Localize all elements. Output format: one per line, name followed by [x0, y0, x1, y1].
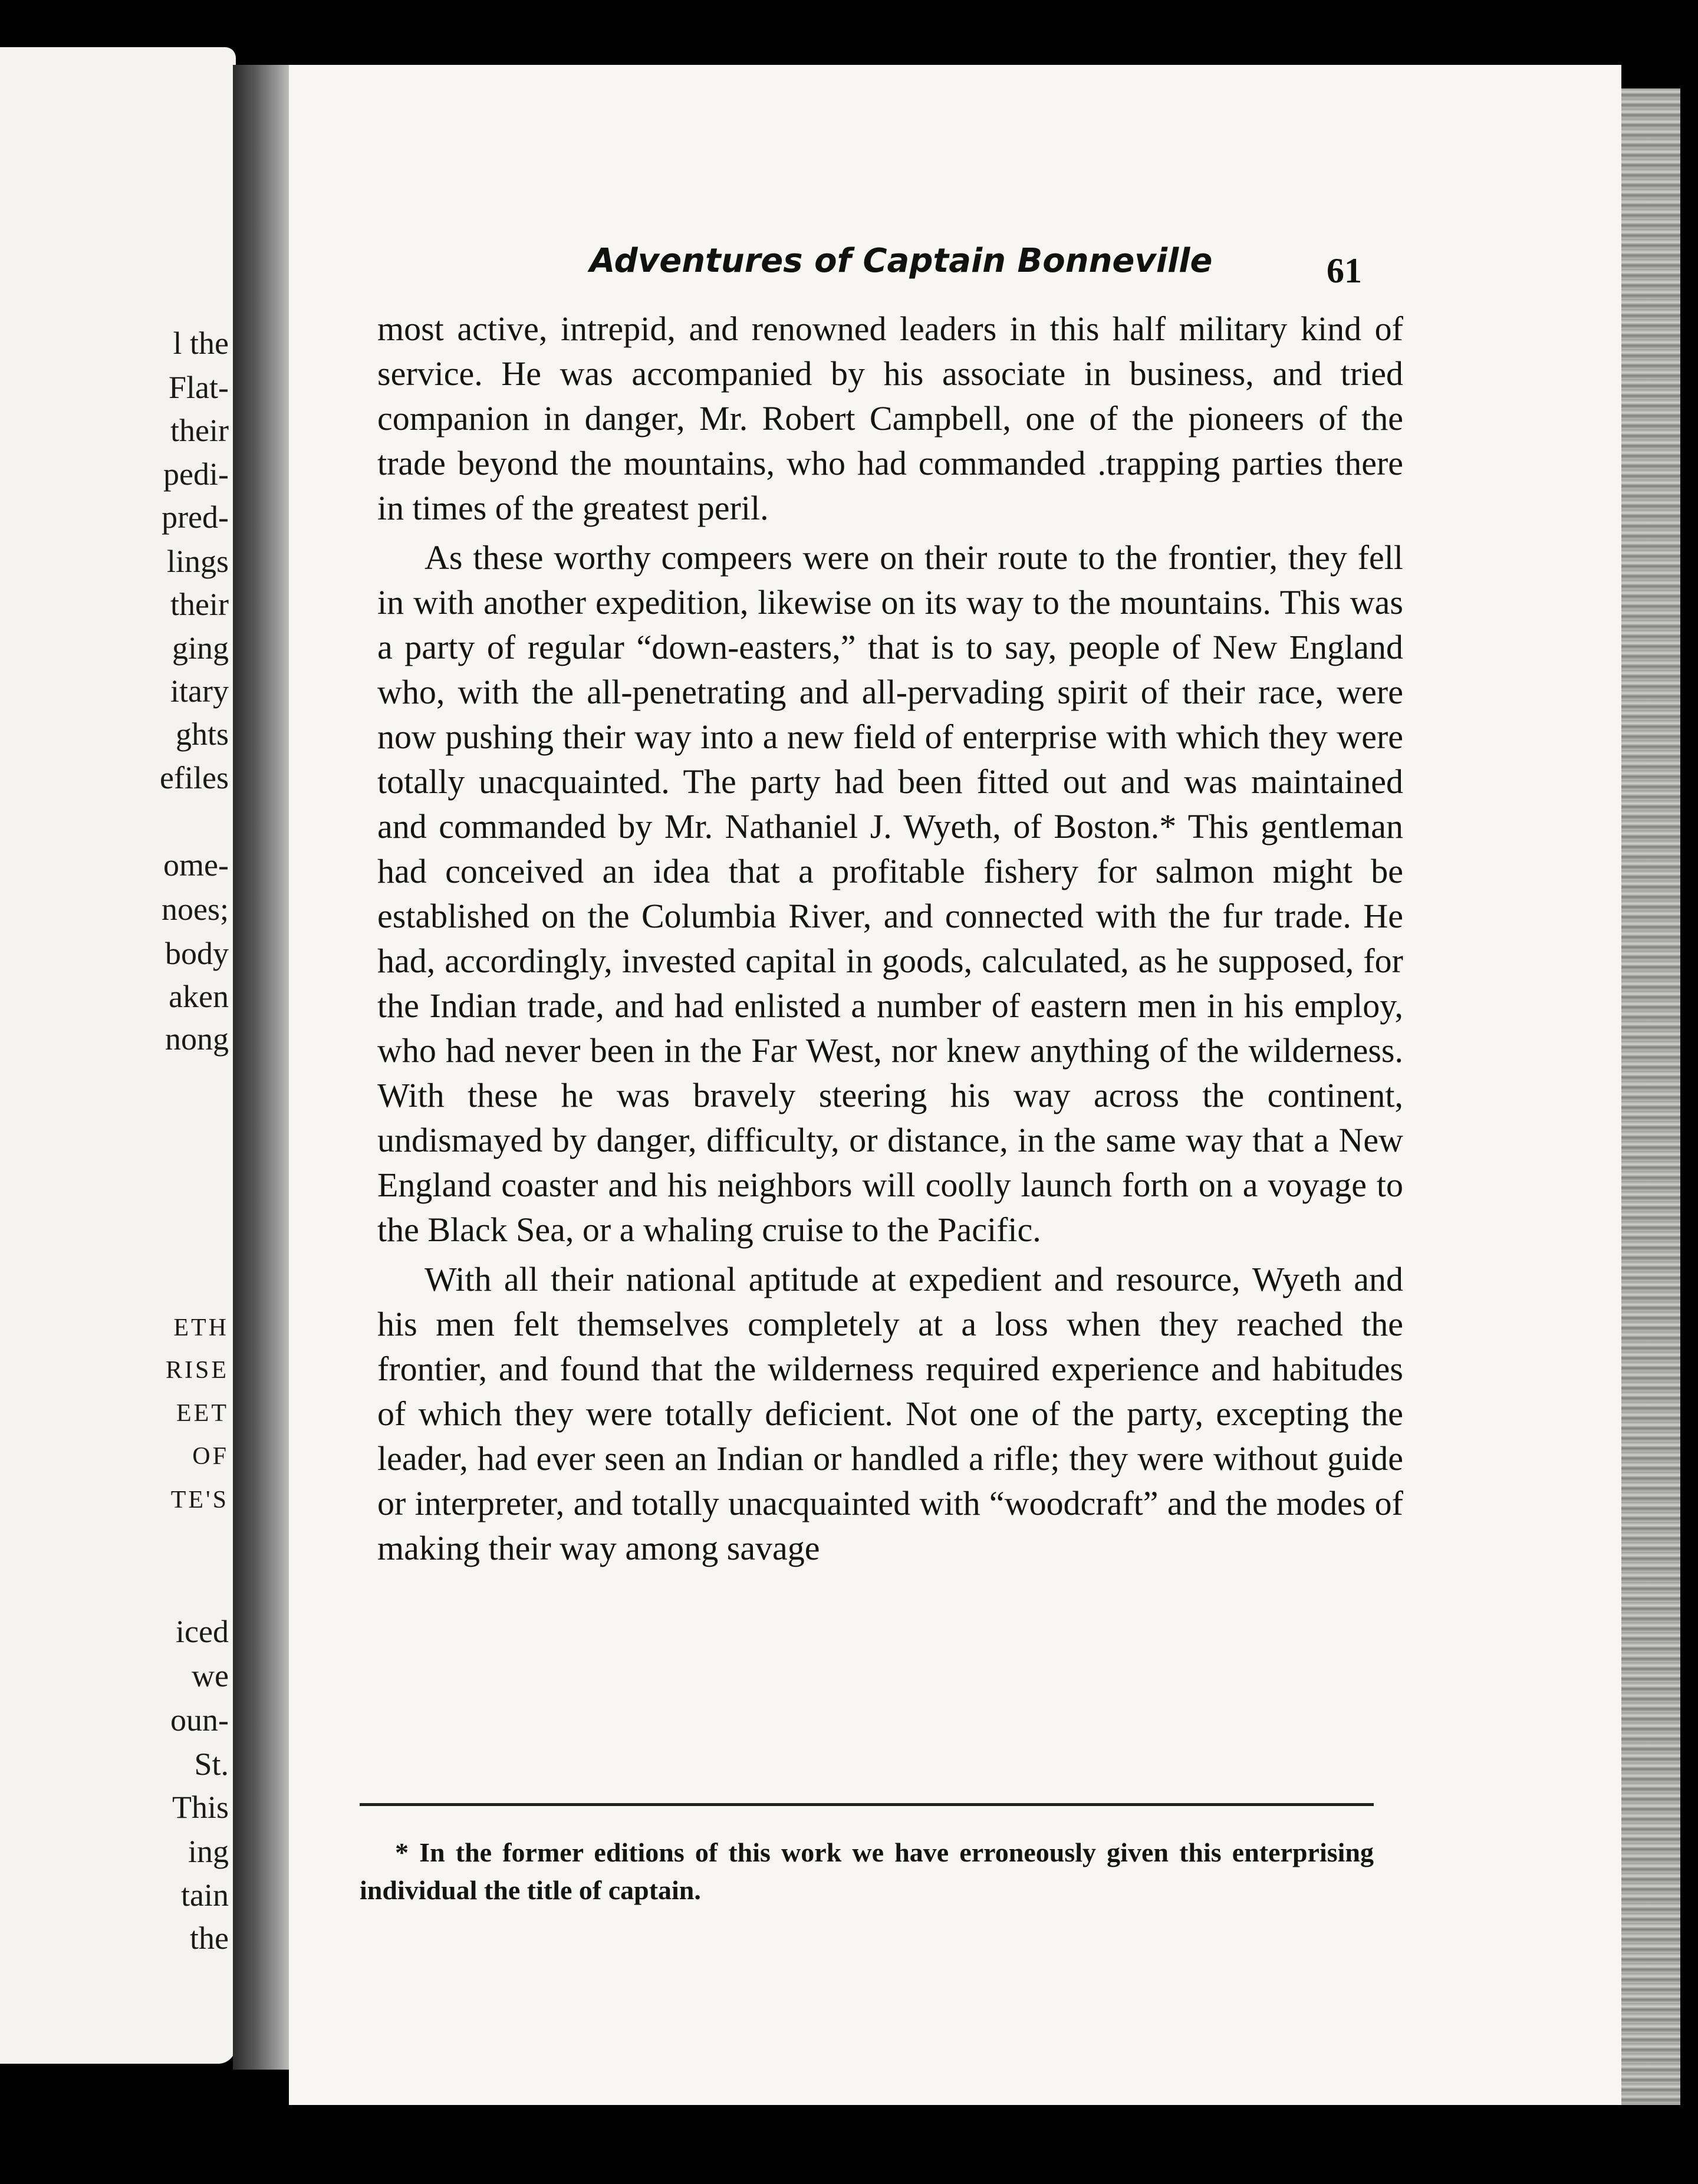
- left-page-fragment: TE'S: [170, 1486, 229, 1514]
- left-page-fragment: EET: [176, 1400, 229, 1427]
- left-page-fragment: ome-: [163, 847, 229, 883]
- left-page-fragment: nong: [165, 1021, 229, 1057]
- facing-page: [0, 47, 236, 2064]
- left-page-fragment: ghts: [175, 716, 229, 752]
- left-page-fragment: their: [170, 587, 229, 622]
- scan-speck: [1338, 8, 1347, 17]
- page-number: 61: [1327, 251, 1362, 290]
- left-page-fragment: their: [170, 413, 229, 448]
- footnote-text: In the former editions of this work we have erroneously given this enterprising individual the title of captain.: [360, 1837, 1374, 1905]
- paragraph: With all their national aptitude at expedient and resource, Wyeth and his men felt themselves completely at a loss when they reached the frontier, and found that the wilderness required experience and habitudes of which they were totally deficient. Not one of the party, excepting the leader, had ever seen an Indian or handled a rifle; they were without guide or interpreter, and totally unacquainted with “woodcraft” and the modes of making their way among savage: [377, 1260, 1403, 1567]
- left-page-fragment: tain: [181, 1877, 229, 1913]
- left-page-fragment: OF: [192, 1443, 229, 1470]
- left-page-fragment: itary: [170, 673, 229, 709]
- left-page-fragment: pred-: [162, 499, 229, 535]
- footnote-rule: [360, 1803, 1374, 1806]
- left-page-fragment: efiles: [160, 760, 229, 795]
- left-page-fragment: we: [192, 1658, 229, 1693]
- left-page-fragment: ing: [187, 1834, 229, 1869]
- body-text: [377, 307, 1403, 1571]
- left-page-fragment: This: [172, 1790, 229, 1825]
- left-page-fragment: aken: [169, 979, 229, 1014]
- scan-speck: [165, 5, 169, 11]
- paragraph: most active, intrepid, and renowned leaders in this half military kind of service. He was accompanied by his associate in business, and tried companion in danger, Mr. Robert Campbell, one of the pioneers of the trade beyond the mountains, who had commanded .trapping parties there in times of the greatest peril.: [377, 310, 1403, 527]
- left-page-fragment: body: [165, 936, 229, 971]
- left-page-fragment: iced: [176, 1614, 229, 1649]
- footnote-marker: *: [395, 1837, 409, 1867]
- book-gutter-shadow: [233, 65, 298, 2070]
- left-page-fragment: St.: [194, 1746, 229, 1782]
- left-page-fragment: noes;: [162, 892, 229, 927]
- paragraph: As these worthy compeers were on their route to the frontier, they fell in with another expedition, likewise on its way to the mountains. This was a party of regular “down-easters,” that is to say, people of New England who, with the all-penetrating and all-pervading spirit of their race, were now pushing their way into a new field of enterprise with which they were totally unacquainted. The party had been fitted out and was maintained and commanded by Mr. Nathaniel J. Wyeth, of Boston.* This gentleman had conceived an idea that a profitable fishery for salmon might be established on the Columbia River, and connected with the fur trade. He had, accordingly, invested capital in goods, calculated, as he supposed, for the Indian trade, and had enlisted a number of eastern men in his employ, who had never been in the Far West, nor knew anything of the wilderness. With these he was bravely steering his way across the continent, undismayed by danger, difficulty, or distance, in the same way that a New England coaster and his neighbors will coolly launch forth on a voyage to the Black Sea, or a whaling cruise to the Pacific.: [377, 538, 1403, 1249]
- running-head: Adventures of Captain Bonneville: [590, 242, 1213, 280]
- left-page-fragment: lings: [166, 544, 229, 579]
- footnote: [360, 1834, 1374, 1909]
- left-page-fragment: ging: [172, 630, 229, 666]
- left-page-fragment: oun-: [170, 1702, 229, 1738]
- left-page-fragment: RISE: [165, 1357, 229, 1384]
- left-page-fragment: pedi-: [163, 456, 229, 492]
- left-page-fragment: ETH: [173, 1314, 229, 1341]
- left-page-fragment: the: [190, 1920, 229, 1956]
- left-page-fragment: Flat-: [169, 370, 229, 405]
- left-page-fragment: l the: [173, 325, 229, 361]
